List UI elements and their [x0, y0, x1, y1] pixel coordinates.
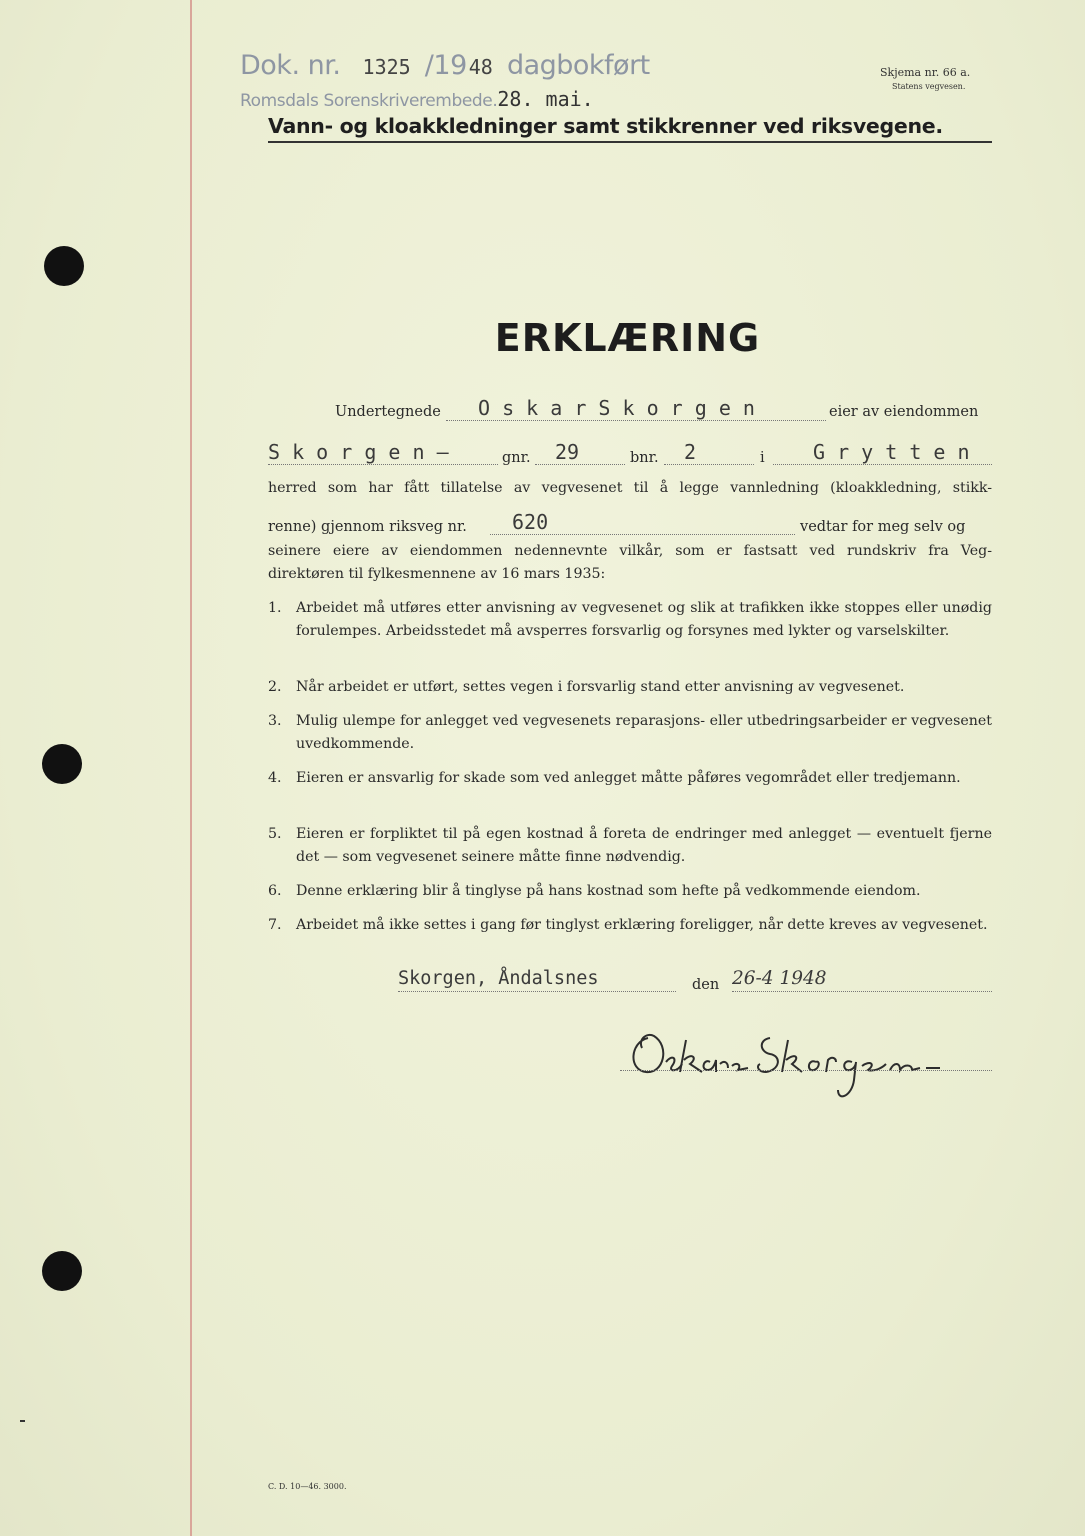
- edge-mark: [20, 1420, 25, 1422]
- stamp-year: 48: [468, 55, 493, 79]
- undertegnede-label: Undertegnede: [335, 404, 441, 420]
- header-title: Vann- og kloakkledninger samt stikkrenner ved riksvegene.: [268, 114, 992, 143]
- condition-item: [268, 880, 992, 903]
- form-number: [880, 66, 970, 91]
- i-label: i: [760, 450, 765, 466]
- condition-number: 3.: [268, 713, 282, 729]
- registration-stamp: [240, 50, 650, 81]
- signing-date-value: 26-4 1948: [732, 968, 827, 989]
- punch-hole: [42, 744, 82, 784]
- signing-place: Skorgen, Åndalsnes: [398, 968, 676, 992]
- main-title: ERKLÆRING: [494, 316, 761, 360]
- registration-stamp-office: [240, 87, 594, 111]
- municipality-field: G r y t t e n: [773, 440, 992, 465]
- condition-text: Eieren er forpliktet til på egen kostnad å foreta de endringer med anlegget — eventuelt fjerne det — som vegvesenet seinere måtte finne nødvendig.: [296, 826, 992, 865]
- condition-item: [268, 710, 992, 755]
- skjema-agency: Statens vegvesen.: [892, 82, 966, 91]
- property-field: S k o r g e n –: [268, 440, 498, 465]
- stamp-date: 28. mai.: [497, 87, 594, 111]
- gnr-field: 29: [535, 440, 625, 465]
- footer-code: C. D. 10—46. 3000.: [268, 1482, 347, 1491]
- signature-line: [620, 1070, 992, 1071]
- bnr-label: bnr.: [630, 450, 659, 466]
- condition-text: Arbeidet må ikke settes i gang før tinglyst erklæring foreligger, når dette kreves av vegvesenet.: [296, 917, 988, 933]
- stamp-dagbokfort: dagbokført: [506, 50, 650, 81]
- signature: [620, 1020, 992, 1110]
- condition-item: [268, 914, 992, 937]
- condition-item: [268, 597, 992, 642]
- stamp-year-sep: /19: [424, 50, 467, 81]
- signing-date: [732, 968, 992, 992]
- condition-number: 4.: [268, 770, 282, 786]
- condition-number: 6.: [268, 883, 282, 899]
- punch-hole: [42, 1251, 82, 1291]
- gnr-label: gnr.: [502, 450, 531, 466]
- name-field: O s k a r S k o r g e n: [446, 396, 826, 421]
- signature-text: Oskar Skorgen: [620, 1108, 628, 1109]
- condition-number: 2.: [268, 679, 282, 695]
- stamp-dok-label: Dok. nr.: [240, 50, 341, 81]
- condition-text: Eieren er ansvarlig for skade som ved anlegget måtte påføres vegområdet eller tredjemann.: [296, 770, 961, 786]
- condition-item: [268, 823, 992, 868]
- bnr-field: 2: [664, 440, 754, 465]
- condition-text: Arbeidet må utføres etter anvisning av vegvesenet og slik at trafikken ikke stoppes eller unødig forulempes. Arbeidsstedet må avsperres forsvarlig og forsynes med lykter og varselskilter.: [296, 600, 992, 639]
- vedtar-label: vedtar for meg selv og: [800, 519, 966, 535]
- condition-text: Denne erklæring blir å tinglyse på hans kostnad som hefte på vedkommende eiendom.: [296, 883, 921, 899]
- condition-item: [268, 676, 992, 699]
- skjema-number: Skjema nr. 66 a.: [880, 66, 971, 79]
- riksveg-label: renne) gjennom riksveg nr.: [268, 519, 467, 535]
- condition-number: 7.: [268, 917, 282, 933]
- condition-number: 1.: [268, 600, 282, 616]
- eier-label: eier av eiendommen: [829, 404, 979, 420]
- den-label: den: [692, 977, 720, 993]
- condition-text: Mulig ulempe for anlegget ved vegvesenets reparasjons- eller utbedringsarbeider er vegvesenet uvedkommende.: [296, 713, 992, 752]
- riksveg-field: 620: [490, 510, 795, 535]
- margin-line: [190, 0, 192, 1536]
- stamp-office: Romsdals Sorenskriverembede.: [240, 91, 498, 111]
- punch-hole: [44, 246, 84, 286]
- form-line-3: herred som har fått tillatelse av vegvesenet til å legge vannledning (kloakkledning, stikk-: [268, 480, 992, 496]
- condition-text: Når arbeidet er utført, settes vegen i forsvarlig stand etter anvisning av vegvesenet.: [296, 679, 905, 695]
- stamp-dok-number: 1325: [362, 55, 411, 79]
- condition-item: [268, 767, 992, 790]
- condition-number: 5.: [268, 826, 282, 842]
- form-line-6: direktøren til fylkesmennene av 16 mars 1935:: [268, 566, 606, 582]
- form-line-5: seinere eiere av eiendommen nedennevnte vilkår, som er fastsatt ved rundskriv fra Veg-: [268, 543, 992, 559]
